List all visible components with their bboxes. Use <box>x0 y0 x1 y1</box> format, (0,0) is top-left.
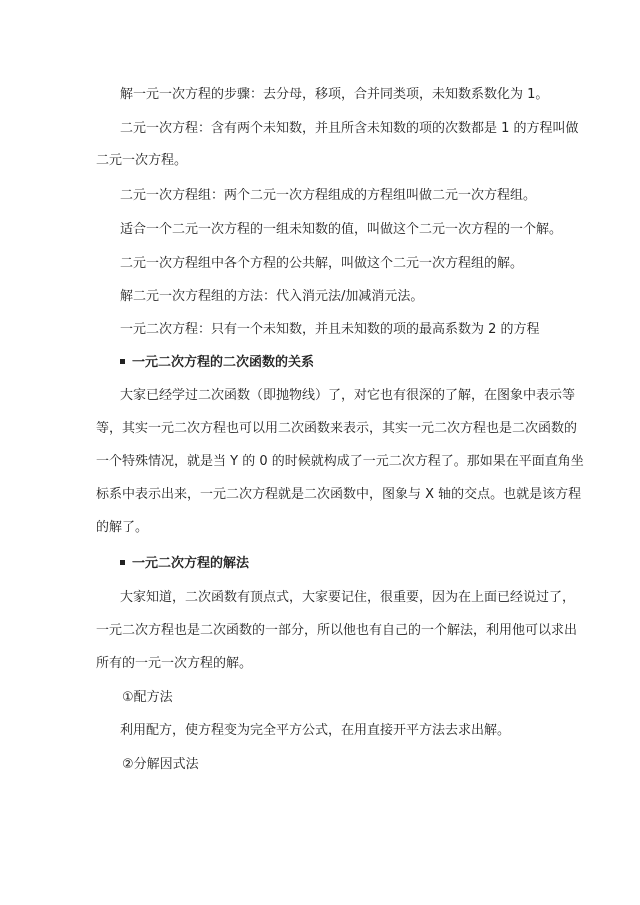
subheading-completing-square: ①配方法 <box>122 690 173 705</box>
section-heading-text: 一元二次方程的二次函数的关系 <box>132 355 315 370</box>
paragraph-binary-system-definition: 二元一次方程组：两个二元一次方程组成的方程组叫做二元一次方程组。 <box>120 188 537 203</box>
paragraph-relation-line4: 标系中表示出来，一元二次方程就是二次函数中，图象与 X 轴的交点。也就是该方程 <box>96 487 582 502</box>
section-heading-quadratic-solutions <box>120 556 580 572</box>
section-heading-text: 一元二次方程的解法 <box>132 556 250 571</box>
paragraph-quadratic-equation-definition: 一元二次方程：只有一个未知数，并且未知数的项的最高系数为 2 的方程 <box>120 322 540 337</box>
paragraph-linear-equation-steps: 解一元一次方程的步骤：去分母，移项，合并同类项，未知数系数化为 1。 <box>120 87 549 102</box>
paragraph-solutions-line1: 大家知道，二次函数有顶点式，大家要记住，很重要，因为在上面已经说过了， <box>120 590 576 605</box>
paragraph-binary-equation-definition-line1: 二元一次方程：含有两个未知数，并且所含未知数的项的次数都是 1 的方程叫做 <box>120 121 579 136</box>
paragraph-binary-equation-definition-line2: 二元一次方程。 <box>96 153 188 168</box>
paragraph-solutions-line2: 一元二次方程也是二次函数的一部分，所以他也有自己的一个解法，利用他可以求出 <box>96 623 578 638</box>
paragraph-relation-line3: 一个特殊情况，就是当 Y 的 0 的时候就构成了一元二次方程了。那如果在平面直角坐 <box>96 454 584 469</box>
bullet-square-icon <box>120 560 125 565</box>
paragraph-binary-system-solution: 二元一次方程组中各个方程的公共解，叫做这个二元一次方程组的解。 <box>120 256 524 271</box>
paragraph-relation-line2: 等，其实一元二次方程也可以用二次函数来表示，其实一元二次方程也是二次函数的 <box>96 421 578 436</box>
paragraph-binary-system-methods: 解二元一次方程组的方法：代入消元法/加减消元法。 <box>120 289 424 304</box>
paragraph-binary-equation-solution: 适合一个二元一次方程的一组未知数的值，叫做这个二元一次方程的一个解。 <box>120 222 563 237</box>
paragraph-relation-line5: 的解了。 <box>96 520 149 535</box>
paragraph-completing-square-description: 利用配方，使方程变为完全平方公式，在用直接开平方法去求出解。 <box>120 723 511 738</box>
paragraph-solutions-line3: 所有的一元一次方程的解。 <box>96 656 253 671</box>
bullet-square-icon <box>120 359 125 364</box>
section-heading-quadratic-function-relation <box>120 355 580 371</box>
subheading-factorization: ②分解因式法 <box>122 757 199 772</box>
paragraph-relation-line1: 大家已经学过二次函数（即抛物线）了，对它也有很深的了解，在图象中表示等 <box>120 388 576 403</box>
